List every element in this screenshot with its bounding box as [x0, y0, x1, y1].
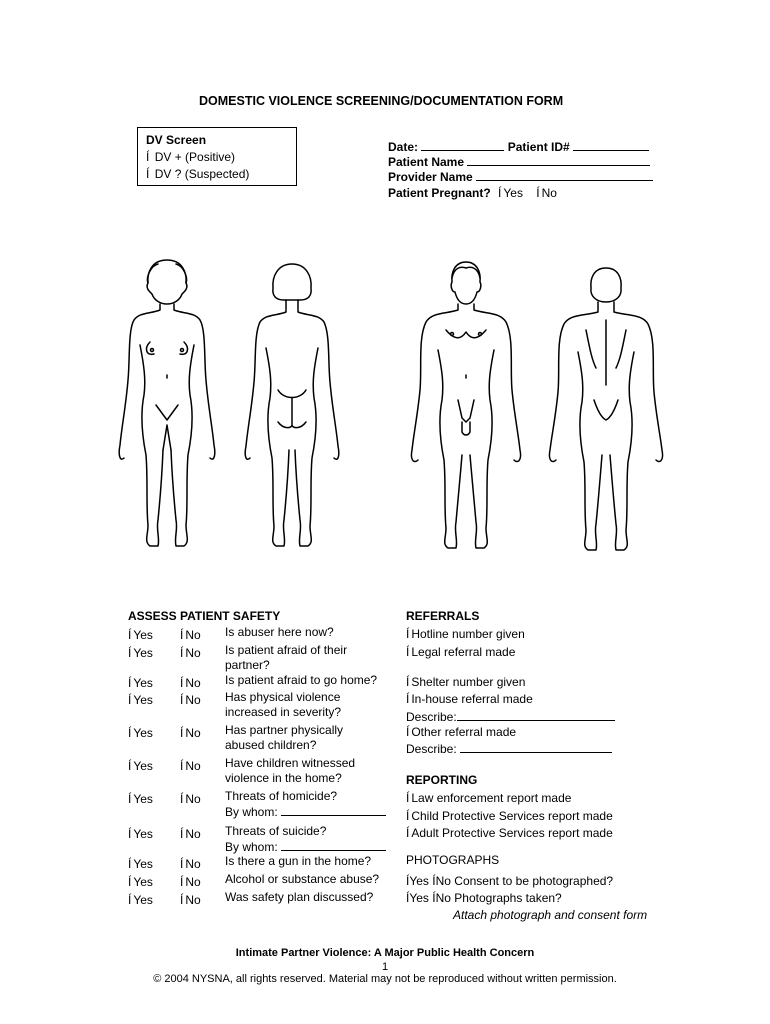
safety-question-text	[225, 756, 355, 786]
checkbox-mark-icon: Í	[406, 725, 410, 739]
checkbox-mark-icon[interactable]: Í	[498, 186, 502, 200]
female-back-figure[interactable]	[245, 264, 339, 546]
referral-other[interactable]	[406, 725, 516, 739]
safety-question-line: abused children?	[225, 738, 317, 752]
safety-no-label: No	[185, 726, 201, 740]
safety-question-text	[225, 625, 334, 640]
pregnant-no-label: No	[541, 186, 557, 200]
safety-yes-label: Yes	[133, 893, 153, 907]
safety-no-option[interactable]	[180, 875, 201, 889]
male-back-figure[interactable]	[549, 268, 662, 550]
checkbox-mark-icon: Í	[432, 891, 436, 905]
safety-yes-label: Yes	[133, 792, 153, 806]
attach-photo-note: Attach photograph and consent form	[453, 908, 648, 922]
safety-yes-label: Yes	[133, 875, 153, 889]
referral-describe-row-1	[406, 709, 615, 724]
checkbox-mark-icon: Í	[128, 792, 132, 806]
provider-name-label: Provider Name	[388, 170, 473, 184]
referral-inhouse[interactable]	[406, 692, 533, 706]
referral-inhouse-label: In-house referral made	[411, 692, 533, 706]
checkbox-mark-icon: Í	[146, 150, 150, 164]
safety-no-option[interactable]	[180, 857, 201, 871]
checkbox-mark-icon: Í	[432, 874, 436, 888]
safety-no-label: No	[185, 646, 201, 660]
referral-hotline-label: Hotline number given	[411, 627, 525, 641]
safety-question-text	[225, 789, 386, 820]
photo-taken-label: Photographs taken?	[454, 891, 562, 905]
report-law-enforcement[interactable]	[406, 791, 571, 805]
safety-question-line: violence in the home?	[225, 771, 342, 785]
safety-question-line: increased in severity?	[225, 705, 342, 719]
report-child-protective[interactable]	[406, 809, 613, 823]
provider-name-field[interactable]	[476, 169, 653, 181]
safety-no-option[interactable]	[180, 676, 201, 690]
safety-yes-label: Yes	[133, 646, 153, 660]
safety-yes-option[interactable]	[128, 857, 153, 871]
checkbox-mark-icon: Í	[128, 676, 132, 690]
safety-no-label: No	[185, 676, 201, 690]
checkbox-mark-icon: Í	[128, 759, 132, 773]
report-adult-protective[interactable]	[406, 826, 613, 840]
safety-no-option[interactable]	[180, 628, 201, 642]
safety-yes-label: Yes	[133, 759, 153, 773]
photo-consent-row[interactable]	[406, 874, 613, 888]
checkbox-mark-icon: Í	[128, 628, 132, 642]
safety-yes-option[interactable]	[128, 646, 153, 660]
safety-question-text	[225, 854, 371, 869]
safety-no-label: No	[185, 893, 201, 907]
photo-consent-label: Consent to be photographed?	[454, 874, 614, 888]
female-front-figure[interactable]	[119, 260, 215, 546]
reporting-heading: REPORTING	[406, 773, 478, 787]
safety-question-text	[225, 673, 377, 688]
checkbox-mark-icon: Í	[128, 646, 132, 660]
safety-no-label: No	[185, 857, 201, 871]
dv-screen-heading: DV Screen	[146, 133, 207, 147]
describe-field[interactable]	[457, 709, 615, 721]
footer-tagline: Intimate Partner Violence: A Major Public Health Concern	[235, 947, 535, 959]
checkbox-mark-icon: Í	[128, 726, 132, 740]
safety-question-line: Is patient afraid to go home?	[225, 673, 378, 687]
checkbox-mark-icon: Í	[180, 646, 184, 660]
photo-consent-yes: Yes	[409, 874, 429, 888]
safety-no-option[interactable]	[180, 759, 201, 773]
photo-consent-no: No	[435, 874, 451, 888]
safety-yes-option[interactable]	[128, 693, 153, 707]
checkbox-mark-icon: Í	[128, 827, 132, 841]
body-diagrams[interactable]	[0, 250, 770, 555]
safety-yes-label: Yes	[133, 676, 153, 690]
patient-name-label: Patient Name	[388, 155, 465, 169]
patient-id-label: Patient ID#	[507, 140, 570, 154]
checkbox-mark-icon: Í	[180, 857, 184, 871]
describe-label: Describe:	[406, 742, 457, 756]
safety-no-option[interactable]	[180, 646, 201, 660]
by-whom-row	[225, 839, 386, 855]
photo-taken-no: No	[435, 891, 451, 905]
checkbox-mark-icon: Í	[406, 791, 410, 805]
safety-no-label: No	[185, 759, 201, 773]
checkbox-mark-icon: Í	[180, 726, 184, 740]
checkbox-mark-icon: Í	[406, 826, 410, 840]
checkbox-mark-icon: Í	[128, 693, 132, 707]
safety-yes-label: Yes	[133, 857, 153, 871]
by-whom-field[interactable]	[281, 804, 386, 816]
safety-question-text	[225, 890, 373, 905]
safety-no-label: No	[185, 693, 201, 707]
by-whom-row	[225, 804, 386, 820]
safety-question-text	[225, 824, 386, 855]
photographs-heading: PHOTOGRAPHS	[406, 853, 500, 867]
safety-question-text	[225, 872, 379, 887]
safety-question-line: Threats of suicide?	[225, 824, 327, 838]
referral-legal-label: Legal referral made	[411, 645, 516, 659]
checkbox-mark-icon: Í	[406, 645, 410, 659]
describe-field[interactable]	[460, 741, 612, 753]
patient-name-field[interactable]	[467, 154, 650, 166]
dv-suspected-label: DV ? (Suspected)	[154, 167, 250, 181]
report-adult-label: Adult Protective Services report made	[411, 826, 613, 840]
checkbox-mark-icon: Í	[180, 893, 184, 907]
copyright-notice: © 2004 NYSNA, all rights reserved. Material may not be reproduced without written permission.	[153, 973, 617, 985]
checkbox-mark-icon: Í	[180, 827, 184, 841]
safety-question-line: Was safety plan discussed?	[225, 890, 374, 904]
checkbox-mark-icon: Í	[406, 675, 410, 689]
checkbox-mark-icon: Í	[180, 628, 184, 642]
referrals-heading: REFERRALS	[406, 609, 480, 623]
dv-screen-box	[137, 127, 297, 186]
safety-no-label: No	[185, 628, 201, 642]
safety-question-text	[225, 723, 343, 753]
checkbox-mark-icon[interactable]: Í	[536, 186, 540, 200]
safety-no-label: No	[185, 792, 201, 806]
pregnant-yes-label: Yes	[503, 186, 523, 200]
provider-name-row	[388, 169, 653, 184]
pregnant-label: Patient Pregnant?	[388, 186, 491, 200]
referral-legal[interactable]	[406, 645, 515, 659]
by-whom-field[interactable]	[281, 839, 386, 851]
safety-question-line: partner?	[225, 658, 270, 672]
safety-yes-option[interactable]	[128, 893, 153, 907]
male-front-figure[interactable]	[411, 262, 520, 548]
referral-shelter[interactable]	[406, 675, 525, 689]
checkbox-mark-icon: Í	[180, 693, 184, 707]
checkbox-mark-icon: Í	[180, 676, 184, 690]
safety-yes-option[interactable]	[128, 726, 153, 740]
safety-yes-label: Yes	[133, 693, 153, 707]
dv-positive-option[interactable]	[146, 150, 235, 164]
checkbox-mark-icon: Í	[406, 891, 410, 905]
by-whom-label: By whom:	[225, 840, 278, 854]
safety-no-option[interactable]	[180, 827, 201, 841]
patient-name-row	[388, 154, 650, 169]
form-title: DOMESTIC VIOLENCE SCREENING/DOCUMENTATION FORM	[199, 94, 564, 108]
safety-no-option[interactable]	[180, 693, 201, 707]
safety-question-line: Is abuser here now?	[225, 625, 334, 639]
dv-suspected-option[interactable]	[146, 167, 249, 181]
patient-pregnant-row	[388, 186, 557, 200]
photo-taken-row[interactable]	[406, 891, 562, 905]
safety-question-text	[225, 643, 347, 673]
report-child-label: Child Protective Services report made	[411, 809, 613, 823]
page-number: 1	[381, 961, 389, 973]
referral-describe-row-2	[406, 741, 612, 756]
safety-yes-option[interactable]	[128, 875, 153, 889]
safety-no-label: No	[185, 827, 201, 841]
safety-yes-option[interactable]	[128, 792, 153, 806]
referral-hotline[interactable]	[406, 627, 525, 641]
safety-question-text	[225, 690, 341, 720]
safety-yes-label: Yes	[133, 628, 153, 642]
dv-positive-label: DV + (Positive)	[154, 150, 236, 164]
safety-no-option[interactable]	[180, 792, 201, 806]
safety-question-line: Is patient afraid of their	[225, 643, 348, 657]
checkbox-mark-icon: Í	[406, 627, 410, 641]
report-law-label: Law enforcement report made	[411, 791, 572, 805]
referral-other-label: Other referral made	[411, 725, 517, 739]
checkbox-mark-icon: Í	[128, 893, 132, 907]
safety-no-option[interactable]	[180, 726, 201, 740]
safety-question-line: Alcohol or substance abuse?	[225, 872, 380, 886]
safety-yes-option[interactable]	[128, 827, 153, 841]
safety-question-line: Has partner physically	[225, 723, 344, 737]
safety-yes-option[interactable]	[128, 676, 153, 690]
checkbox-mark-icon: Í	[146, 167, 150, 181]
checkbox-mark-icon: Í	[180, 759, 184, 773]
date-row	[388, 139, 649, 154]
safety-yes-label: Yes	[133, 827, 153, 841]
safety-question-line: Threats of homicide?	[225, 789, 338, 803]
checkbox-mark-icon: Í	[180, 875, 184, 889]
safety-yes-option[interactable]	[128, 628, 153, 642]
safety-yes-option[interactable]	[128, 759, 153, 773]
safety-no-label: No	[185, 875, 201, 889]
date-label: Date:	[388, 140, 419, 154]
checkbox-mark-icon: Í	[406, 692, 410, 706]
safety-heading: ASSESS PATIENT SAFETY	[128, 609, 281, 623]
checkbox-mark-icon: Í	[406, 809, 410, 823]
date-field[interactable]	[421, 139, 504, 151]
describe-label: Describe:	[406, 710, 457, 724]
by-whom-label: By whom:	[225, 805, 278, 819]
checkbox-mark-icon: Í	[180, 792, 184, 806]
checkbox-mark-icon: Í	[128, 875, 132, 889]
checkbox-mark-icon: Í	[406, 874, 410, 888]
checkbox-mark-icon: Í	[128, 857, 132, 871]
safety-question-line: Is there a gun in the home?	[225, 854, 372, 868]
safety-no-option[interactable]	[180, 893, 201, 907]
safety-yes-label: Yes	[133, 726, 153, 740]
photo-taken-yes: Yes	[409, 891, 429, 905]
safety-question-line: Has physical violence	[225, 690, 341, 704]
safety-question-line: Have children witnessed	[225, 756, 356, 770]
referral-shelter-label: Shelter number given	[411, 675, 526, 689]
patient-id-field[interactable]	[573, 139, 649, 151]
